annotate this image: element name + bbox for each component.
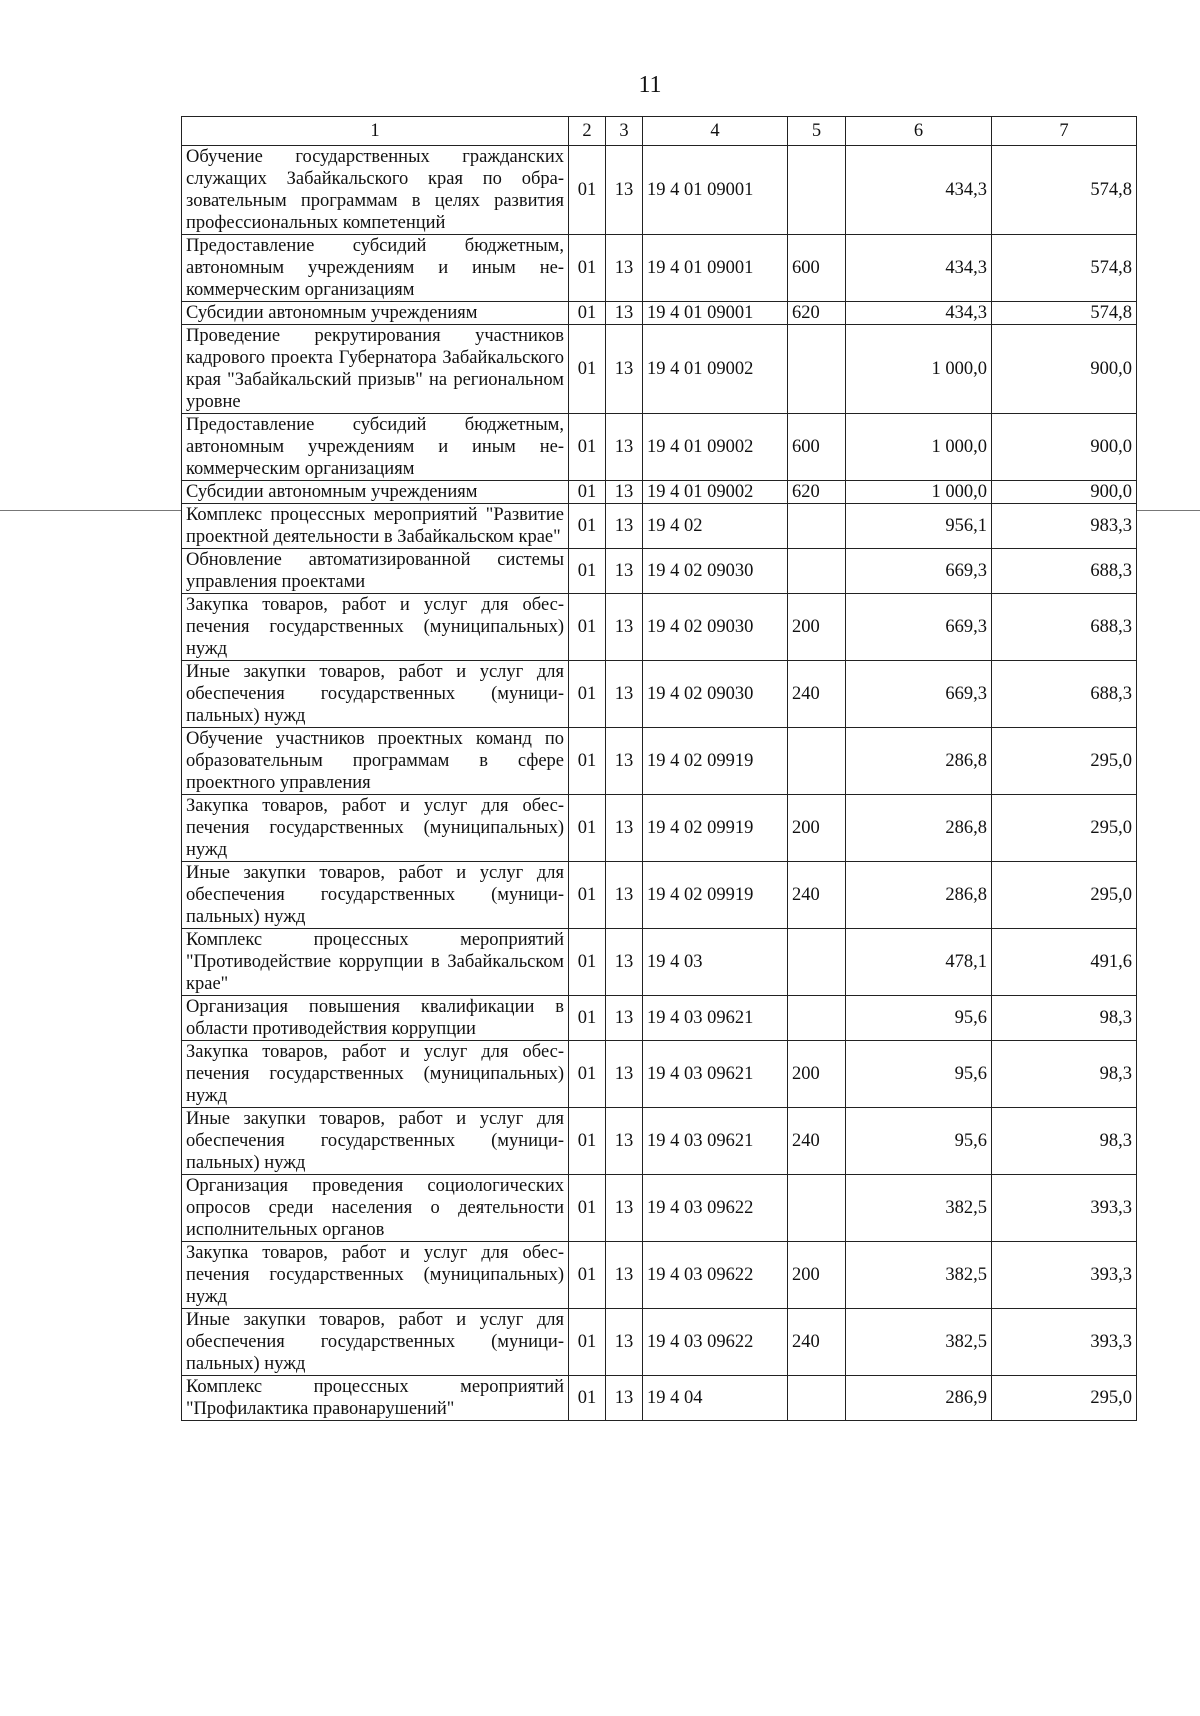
row-subsection: 13 bbox=[606, 1242, 643, 1309]
table-row bbox=[182, 1376, 1137, 1421]
col-header-4: 4 bbox=[643, 117, 788, 146]
row-name: Организация проведения социологических опросов среди населения о деятельности исполнительных органов bbox=[182, 1175, 569, 1242]
row-section: 01 bbox=[569, 728, 606, 795]
row-section: 01 bbox=[569, 1309, 606, 1376]
row-section: 01 bbox=[569, 1376, 606, 1421]
row-section: 01 bbox=[569, 549, 606, 594]
row-name: Проведение рекрутирования участников кадрового проекта Губернатора Забайкальского края "Забайкальский призыв" на региональном уровне bbox=[182, 325, 569, 414]
row-expense-type bbox=[788, 929, 846, 996]
row-subsection: 13 bbox=[606, 1376, 643, 1421]
row-target-code: 19 4 02 09919 bbox=[643, 862, 788, 929]
row-amount-year-1: 1 000,0 bbox=[846, 325, 992, 414]
row-amount-year-2: 574,8 bbox=[992, 146, 1137, 235]
col-header-1: 1 bbox=[182, 117, 569, 146]
row-name: Обновление автоматизированной системы управления проектами bbox=[182, 549, 569, 594]
row-subsection: 13 bbox=[606, 481, 643, 504]
row-subsection: 13 bbox=[606, 549, 643, 594]
row-subsection: 13 bbox=[606, 795, 643, 862]
row-subsection: 13 bbox=[606, 325, 643, 414]
row-subsection: 13 bbox=[606, 1108, 643, 1175]
row-section: 01 bbox=[569, 235, 606, 302]
row-subsection: 13 bbox=[606, 862, 643, 929]
row-expense-type: 200 bbox=[788, 795, 846, 862]
row-expense-type: 240 bbox=[788, 862, 846, 929]
row-amount-year-1: 286,9 bbox=[846, 1376, 992, 1421]
row-amount-year-1: 669,3 bbox=[846, 549, 992, 594]
row-subsection: 13 bbox=[606, 235, 643, 302]
row-expense-type: 600 bbox=[788, 235, 846, 302]
row-amount-year-2: 983,3 bbox=[992, 504, 1137, 549]
header-row bbox=[182, 117, 1137, 146]
table-row bbox=[182, 929, 1137, 996]
row-amount-year-2: 900,0 bbox=[992, 325, 1137, 414]
row-name: Комплекс процессных мероприятий "Противодействие коррупции в Забайкальском крае" bbox=[182, 929, 569, 996]
row-amount-year-1: 286,8 bbox=[846, 795, 992, 862]
table-row bbox=[182, 862, 1137, 929]
row-name: Закупка товаров, работ и услуг для обеспечения государственных (муниципальных) нужд bbox=[182, 594, 569, 661]
row-expense-type bbox=[788, 996, 846, 1041]
row-amount-year-2: 393,3 bbox=[992, 1175, 1137, 1242]
row-expense-type bbox=[788, 325, 846, 414]
row-amount-year-2: 574,8 bbox=[992, 235, 1137, 302]
table-row bbox=[182, 1041, 1137, 1108]
row-name: Субсидии автономным учреждениям bbox=[182, 302, 569, 325]
row-name: Закупка товаров, работ и услуг для обеспечения государственных (муниципальных) нужд bbox=[182, 1242, 569, 1309]
right-rule bbox=[1136, 510, 1200, 511]
row-amount-year-2: 688,3 bbox=[992, 661, 1137, 728]
row-subsection: 13 bbox=[606, 414, 643, 481]
row-amount-year-2: 688,3 bbox=[992, 594, 1137, 661]
row-name: Закупка товаров, работ и услуг для обеспечения государственных (муниципальных) нужд bbox=[182, 1041, 569, 1108]
row-target-code: 19 4 02 09030 bbox=[643, 549, 788, 594]
row-section: 01 bbox=[569, 504, 606, 549]
row-target-code: 19 4 02 09030 bbox=[643, 594, 788, 661]
row-name: Закупка товаров, работ и услуг для обеспечения государственных (муниципальных) нужд bbox=[182, 795, 569, 862]
row-section: 01 bbox=[569, 146, 606, 235]
row-name: Иные закупки товаров, работ и услуг для обеспечения государственных (муниципальных) нужд bbox=[182, 1108, 569, 1175]
row-amount-year-1: 95,6 bbox=[846, 1041, 992, 1108]
row-subsection: 13 bbox=[606, 996, 643, 1041]
row-amount-year-1: 1 000,0 bbox=[846, 481, 992, 504]
row-amount-year-1: 669,3 bbox=[846, 594, 992, 661]
row-target-code: 19 4 01 09002 bbox=[643, 414, 788, 481]
row-target-code: 19 4 02 bbox=[643, 504, 788, 549]
row-expense-type: 600 bbox=[788, 414, 846, 481]
row-amount-year-1: 1 000,0 bbox=[846, 414, 992, 481]
row-section: 01 bbox=[569, 795, 606, 862]
row-amount-year-2: 295,0 bbox=[992, 862, 1137, 929]
row-target-code: 19 4 02 09030 bbox=[643, 661, 788, 728]
row-amount-year-1: 669,3 bbox=[846, 661, 992, 728]
row-section: 01 bbox=[569, 302, 606, 325]
row-target-code: 19 4 01 09001 bbox=[643, 302, 788, 325]
row-amount-year-1: 286,8 bbox=[846, 728, 992, 795]
row-amount-year-1: 95,6 bbox=[846, 1108, 992, 1175]
row-expense-type bbox=[788, 728, 846, 795]
row-amount-year-2: 295,0 bbox=[992, 1376, 1137, 1421]
row-amount-year-2: 393,3 bbox=[992, 1242, 1137, 1309]
row-target-code: 19 4 03 09621 bbox=[643, 1041, 788, 1108]
row-target-code: 19 4 02 09919 bbox=[643, 795, 788, 862]
row-target-code: 19 4 01 09001 bbox=[643, 146, 788, 235]
table-body bbox=[182, 146, 1137, 1421]
row-amount-year-2: 98,3 bbox=[992, 1108, 1137, 1175]
row-amount-year-1: 434,3 bbox=[846, 302, 992, 325]
row-name: Предоставление субсидий бюджетным, автономным учреждениям и иным некоммерческим организациям bbox=[182, 414, 569, 481]
row-section: 01 bbox=[569, 594, 606, 661]
row-subsection: 13 bbox=[606, 661, 643, 728]
row-amount-year-1: 382,5 bbox=[846, 1309, 992, 1376]
table-row bbox=[182, 414, 1137, 481]
table-row bbox=[182, 481, 1137, 504]
row-section: 01 bbox=[569, 325, 606, 414]
table-row bbox=[182, 1242, 1137, 1309]
row-section: 01 bbox=[569, 996, 606, 1041]
row-target-code: 19 4 01 09002 bbox=[643, 481, 788, 504]
row-expense-type bbox=[788, 549, 846, 594]
row-subsection: 13 bbox=[606, 1309, 643, 1376]
row-expense-type: 200 bbox=[788, 594, 846, 661]
row-subsection: 13 bbox=[606, 1175, 643, 1242]
row-expense-type: 200 bbox=[788, 1041, 846, 1108]
table-row bbox=[182, 235, 1137, 302]
row-section: 01 bbox=[569, 1108, 606, 1175]
row-subsection: 13 bbox=[606, 146, 643, 235]
row-name: Предоставление субсидий бюджетным, автономным учреждениям и иным некоммерческим организациям bbox=[182, 235, 569, 302]
row-amount-year-1: 478,1 bbox=[846, 929, 992, 996]
row-expense-type: 240 bbox=[788, 661, 846, 728]
row-amount-year-1: 434,3 bbox=[846, 235, 992, 302]
row-subsection: 13 bbox=[606, 929, 643, 996]
table-row bbox=[182, 996, 1137, 1041]
row-amount-year-1: 956,1 bbox=[846, 504, 992, 549]
row-target-code: 19 4 01 09002 bbox=[643, 325, 788, 414]
row-target-code: 19 4 03 09622 bbox=[643, 1309, 788, 1376]
row-name: Иные закупки товаров, работ и услуг для обеспечения государственных (муниципальных) нужд bbox=[182, 1309, 569, 1376]
row-amount-year-2: 900,0 bbox=[992, 481, 1137, 504]
row-expense-type bbox=[788, 504, 846, 549]
table-row bbox=[182, 302, 1137, 325]
row-target-code: 19 4 03 bbox=[643, 929, 788, 996]
table-row bbox=[182, 728, 1137, 795]
row-name: Обучение участников проектных команд по образовательным программам в сфере проектного управления bbox=[182, 728, 569, 795]
row-expense-type: 240 bbox=[788, 1108, 846, 1175]
table-row bbox=[182, 1175, 1137, 1242]
row-expense-type bbox=[788, 146, 846, 235]
row-expense-type: 240 bbox=[788, 1309, 846, 1376]
row-subsection: 13 bbox=[606, 302, 643, 325]
table-row bbox=[182, 549, 1137, 594]
row-section: 01 bbox=[569, 661, 606, 728]
row-amount-year-1: 382,5 bbox=[846, 1175, 992, 1242]
row-expense-type: 200 bbox=[788, 1242, 846, 1309]
table-row bbox=[182, 146, 1137, 235]
row-expense-type bbox=[788, 1175, 846, 1242]
row-target-code: 19 4 04 bbox=[643, 1376, 788, 1421]
row-amount-year-1: 382,5 bbox=[846, 1242, 992, 1309]
row-expense-type: 620 bbox=[788, 302, 846, 325]
row-section: 01 bbox=[569, 414, 606, 481]
row-section: 01 bbox=[569, 862, 606, 929]
row-amount-year-1: 434,3 bbox=[846, 146, 992, 235]
row-amount-year-1: 286,8 bbox=[846, 862, 992, 929]
table-row bbox=[182, 661, 1137, 728]
row-target-code: 19 4 03 09622 bbox=[643, 1242, 788, 1309]
row-amount-year-2: 98,3 bbox=[992, 1041, 1137, 1108]
row-subsection: 13 bbox=[606, 504, 643, 549]
row-name: Комплекс процессных мероприятий "Развитие проектной деятельности в Забайкальском крае" bbox=[182, 504, 569, 549]
row-name: Иные закупки товаров, работ и услуг для обеспечения государственных (муниципальных) нужд bbox=[182, 862, 569, 929]
row-expense-type: 620 bbox=[788, 481, 846, 504]
row-subsection: 13 bbox=[606, 1041, 643, 1108]
row-section: 01 bbox=[569, 1041, 606, 1108]
table-row bbox=[182, 594, 1137, 661]
col-header-6: 6 bbox=[846, 117, 992, 146]
table-row bbox=[182, 504, 1137, 549]
row-name: Субсидии автономным учреждениям bbox=[182, 481, 569, 504]
row-target-code: 19 4 03 09622 bbox=[643, 1175, 788, 1242]
row-amount-year-2: 688,3 bbox=[992, 549, 1137, 594]
row-name: Обучение государственных гражданских служащих Забайкальского края по образовательным программам в целях развития профессиональных компетенций bbox=[182, 146, 569, 235]
row-target-code: 19 4 02 09919 bbox=[643, 728, 788, 795]
row-section: 01 bbox=[569, 1242, 606, 1309]
row-amount-year-2: 491,6 bbox=[992, 929, 1137, 996]
row-target-code: 19 4 03 09621 bbox=[643, 1108, 788, 1175]
row-amount-year-1: 95,6 bbox=[846, 996, 992, 1041]
row-amount-year-2: 900,0 bbox=[992, 414, 1137, 481]
row-expense-type bbox=[788, 1376, 846, 1421]
row-section: 01 bbox=[569, 481, 606, 504]
row-amount-year-2: 574,8 bbox=[992, 302, 1137, 325]
col-header-7: 7 bbox=[992, 117, 1137, 146]
row-amount-year-2: 295,0 bbox=[992, 795, 1137, 862]
row-amount-year-2: 295,0 bbox=[992, 728, 1137, 795]
col-header-5: 5 bbox=[788, 117, 846, 146]
budget-table bbox=[181, 116, 1137, 1421]
row-section: 01 bbox=[569, 929, 606, 996]
row-subsection: 13 bbox=[606, 594, 643, 661]
row-amount-year-2: 393,3 bbox=[992, 1309, 1137, 1376]
table-row bbox=[182, 795, 1137, 862]
row-name: Организация повышения квалификации в области противодействия коррупции bbox=[182, 996, 569, 1041]
table-row bbox=[182, 325, 1137, 414]
row-target-code: 19 4 03 09621 bbox=[643, 996, 788, 1041]
table-row bbox=[182, 1108, 1137, 1175]
row-amount-year-2: 98,3 bbox=[992, 996, 1137, 1041]
row-target-code: 19 4 01 09001 bbox=[643, 235, 788, 302]
row-subsection: 13 bbox=[606, 728, 643, 795]
row-name: Иные закупки товаров, работ и услуг для обеспечения государственных (муниципальных) нужд bbox=[182, 661, 569, 728]
left-rule bbox=[0, 510, 181, 511]
row-name: Комплекс процессных мероприятий "Профилактика правонарушений" bbox=[182, 1376, 569, 1421]
table-row bbox=[182, 1309, 1137, 1376]
page-number: 11 bbox=[638, 72, 662, 98]
row-section: 01 bbox=[569, 1175, 606, 1242]
col-header-2: 2 bbox=[569, 117, 606, 146]
col-header-3: 3 bbox=[606, 117, 643, 146]
